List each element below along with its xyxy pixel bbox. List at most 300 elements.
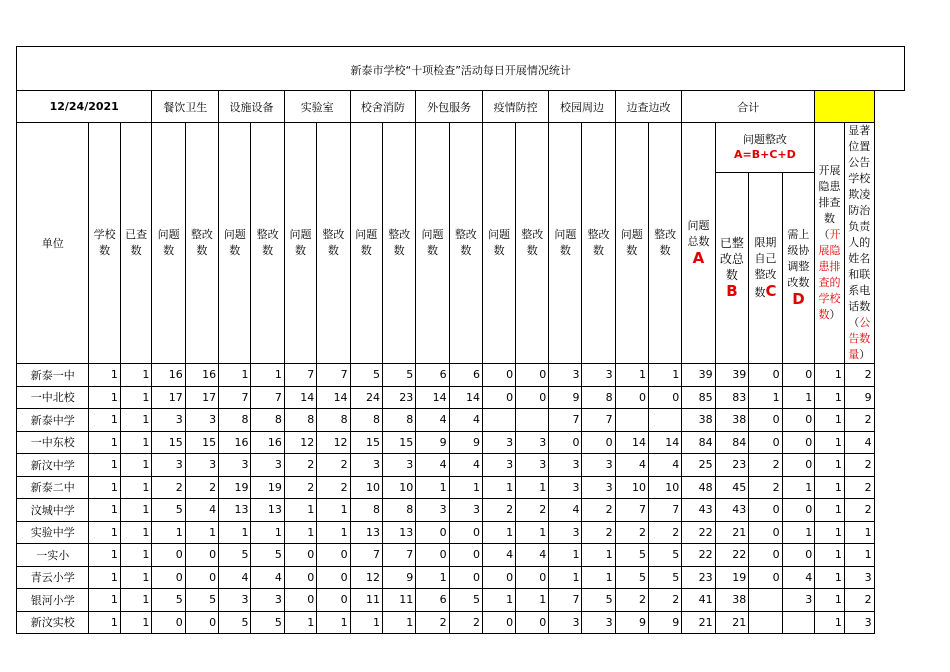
- value-cell: 4: [251, 566, 284, 589]
- value-cell: 1: [89, 566, 120, 589]
- value-cell: 16: [251, 431, 284, 454]
- value-cell: 13: [382, 521, 415, 544]
- value-cell: 39: [715, 364, 749, 387]
- value-cell: 0: [749, 566, 782, 589]
- value-cell: 11: [382, 589, 415, 612]
- value-cell: 1: [120, 386, 151, 409]
- value-cell: 14: [416, 386, 449, 409]
- table-row: [17, 499, 950, 522]
- value-cell: 1: [549, 544, 582, 567]
- value-cell: 8: [350, 499, 382, 522]
- problems-header: 问题数: [284, 123, 316, 364]
- value-cell: 3: [482, 454, 515, 477]
- rectified-total-text: 已整改总数: [719, 236, 744, 283]
- value-cell: 1: [815, 364, 845, 387]
- value-cell: 4: [549, 499, 582, 522]
- value-cell: 10: [615, 476, 648, 499]
- value-cell: 15: [185, 431, 218, 454]
- value-cell: 3: [782, 589, 815, 612]
- value-cell: 1: [317, 611, 350, 634]
- value-cell: 2: [185, 476, 218, 499]
- rectified-header: 整改数: [185, 123, 218, 364]
- value-cell: 1: [350, 611, 382, 634]
- value-cell: 1: [482, 476, 515, 499]
- value-cell: 5: [152, 589, 185, 612]
- unit-header: 单位: [17, 123, 89, 364]
- value-cell: 14: [317, 386, 350, 409]
- value-cell: 4: [416, 409, 449, 432]
- value-cell: 2: [844, 499, 874, 522]
- value-cell: 10: [382, 476, 415, 499]
- value-cell: 2: [482, 499, 515, 522]
- table-row: [17, 386, 950, 409]
- value-cell: [516, 409, 549, 432]
- value-cell: 5: [582, 589, 615, 612]
- value-cell: 1: [120, 499, 151, 522]
- value-cell: 45: [715, 476, 749, 499]
- sheet-title: 新泰市学校“十项检查”活动每日开展情况统计: [17, 47, 905, 91]
- value-cell: 8: [382, 409, 415, 432]
- unit-name-cell: 一实小: [17, 544, 89, 567]
- value-cell: 1: [185, 521, 218, 544]
- value-cell: 3: [844, 611, 874, 634]
- value-cell: 3: [549, 611, 582, 634]
- unit-name-cell: 新汶实校: [17, 611, 89, 634]
- category-header: 校园周边: [549, 91, 615, 123]
- public-notice-text: 显著位置公告学校欺凌防治负责人的姓名和联系电话数: [848, 124, 871, 313]
- value-cell: [749, 589, 782, 612]
- value-cell: 2: [844, 454, 874, 477]
- letter-a: A: [692, 249, 705, 267]
- value-cell: 16: [185, 364, 218, 387]
- value-cell: 1: [89, 611, 120, 634]
- value-cell: 1: [89, 431, 120, 454]
- value-cell: 6: [416, 364, 449, 387]
- value-cell: 5: [382, 364, 415, 387]
- value-cell: 3: [482, 431, 515, 454]
- table-row: [17, 589, 950, 612]
- value-cell: 1: [284, 499, 316, 522]
- value-cell: 38: [715, 589, 749, 612]
- value-cell: 1: [89, 521, 120, 544]
- value-cell: 5: [648, 566, 681, 589]
- value-cell: 38: [715, 409, 749, 432]
- value-cell: 2: [516, 499, 549, 522]
- value-cell: 0: [749, 544, 782, 567]
- value-cell: 23: [382, 386, 415, 409]
- value-cell: 3: [219, 589, 251, 612]
- value-cell: 14: [284, 386, 316, 409]
- value-cell: 7: [549, 589, 582, 612]
- value-cell: 0: [449, 544, 482, 567]
- value-cell: 1: [89, 499, 120, 522]
- value-cell: 1: [815, 431, 845, 454]
- value-cell: 1: [416, 566, 449, 589]
- value-cell: 1: [815, 409, 845, 432]
- value-cell: 1: [89, 589, 120, 612]
- value-cell: 1: [219, 364, 251, 387]
- schools-header: 学校数: [89, 123, 120, 364]
- category-header: 设施设备: [219, 91, 285, 123]
- value-cell: 1: [120, 476, 151, 499]
- value-cell: 0: [449, 521, 482, 544]
- value-cell: 10: [648, 476, 681, 499]
- value-cell: 3: [844, 566, 874, 589]
- value-cell: 16: [152, 364, 185, 387]
- unit-name-cell: 一中北校: [17, 386, 89, 409]
- value-cell: 0: [782, 431, 815, 454]
- value-cell: 5: [251, 611, 284, 634]
- rectified-header: 整改数: [317, 123, 350, 364]
- value-cell: 4: [449, 409, 482, 432]
- value-cell: 8: [350, 409, 382, 432]
- category-header: 实验室: [284, 91, 350, 123]
- checked-header: 已查数: [120, 123, 151, 364]
- value-cell: 0: [749, 499, 782, 522]
- value-cell: 3: [382, 454, 415, 477]
- value-cell: 1: [251, 364, 284, 387]
- value-cell: 9: [844, 386, 874, 409]
- value-cell: 3: [549, 521, 582, 544]
- value-cell: 1: [648, 364, 681, 387]
- value-cell: 19: [219, 476, 251, 499]
- value-cell: 5: [219, 611, 251, 634]
- value-cell: 1: [815, 589, 845, 612]
- value-cell: 1: [89, 454, 120, 477]
- value-cell: 9: [648, 611, 681, 634]
- value-cell: 3: [582, 611, 615, 634]
- value-cell: 2: [317, 454, 350, 477]
- value-cell: [749, 611, 782, 634]
- value-cell: 83: [715, 386, 749, 409]
- problems-header: 问题数: [549, 123, 582, 364]
- unit-name-cell: 实验中学: [17, 521, 89, 544]
- unit-name-cell: 新泰一中: [17, 364, 89, 387]
- value-cell: 43: [682, 499, 715, 522]
- value-cell: 0: [516, 566, 549, 589]
- value-cell: 3: [549, 364, 582, 387]
- value-cell: 39: [682, 364, 715, 387]
- value-cell: 13: [350, 521, 382, 544]
- value-cell: 17: [185, 386, 218, 409]
- value-cell: 3: [152, 409, 185, 432]
- letter-c: C: [765, 281, 777, 300]
- total-problems-text: 问题总数: [687, 219, 710, 248]
- value-cell: 43: [715, 499, 749, 522]
- hidden-check-note: 开展隐患排查的学校数: [818, 228, 841, 321]
- value-cell: 9: [382, 566, 415, 589]
- value-cell: 2: [749, 476, 782, 499]
- value-cell: 1: [382, 611, 415, 634]
- value-cell: 3: [549, 476, 582, 499]
- value-cell: 8: [382, 499, 415, 522]
- value-cell: 13: [219, 499, 251, 522]
- value-cell: [782, 611, 815, 634]
- value-cell: 1: [120, 611, 151, 634]
- value-cell: 1: [251, 521, 284, 544]
- category-header: 餐饮卫生: [152, 91, 219, 123]
- value-cell: [648, 409, 681, 432]
- paren-open: （: [848, 316, 860, 329]
- value-cell: 7: [549, 409, 582, 432]
- value-cell: 0: [782, 544, 815, 567]
- value-cell: 4: [219, 566, 251, 589]
- category-header: 校舍消防: [350, 91, 416, 123]
- unit-name-cell: 新泰中学: [17, 409, 89, 432]
- value-cell: 4: [516, 544, 549, 567]
- value-cell: 0: [749, 521, 782, 544]
- value-cell: 0: [749, 431, 782, 454]
- value-cell: 21: [715, 521, 749, 544]
- statistics-table: [16, 46, 950, 634]
- value-cell: 0: [185, 544, 218, 567]
- value-cell: 4: [185, 499, 218, 522]
- problems-header: 问题数: [482, 123, 515, 364]
- value-cell: 48: [682, 476, 715, 499]
- value-cell: 1: [815, 386, 845, 409]
- value-cell: 3: [251, 454, 284, 477]
- value-cell: 10: [350, 476, 382, 499]
- value-cell: 4: [782, 566, 815, 589]
- value-cell: 3: [185, 409, 218, 432]
- value-cell: 2: [749, 454, 782, 477]
- value-cell: 16: [219, 431, 251, 454]
- value-cell: 1: [317, 499, 350, 522]
- value-cell: 5: [152, 499, 185, 522]
- paren-close: ）: [859, 348, 871, 361]
- value-cell: 1: [782, 476, 815, 499]
- value-cell: 1: [89, 386, 120, 409]
- value-cell: 1: [482, 589, 515, 612]
- unit-name-cell: 青云小学: [17, 566, 89, 589]
- table-row: [17, 521, 950, 544]
- value-cell: 7: [284, 364, 316, 387]
- value-cell: 23: [682, 566, 715, 589]
- value-cell: 0: [416, 544, 449, 567]
- value-cell: 3: [516, 431, 549, 454]
- problems-header: 问题数: [152, 123, 185, 364]
- value-cell: 2: [582, 521, 615, 544]
- value-cell: 15: [350, 431, 382, 454]
- value-cell: 2: [416, 611, 449, 634]
- value-cell: 2: [615, 521, 648, 544]
- rectification-label: 问题整改: [742, 133, 787, 147]
- value-cell: 84: [682, 431, 715, 454]
- table-row: [17, 566, 950, 589]
- rectification-group-header: [715, 123, 815, 173]
- value-cell: 8: [284, 409, 316, 432]
- value-cell: 1: [749, 386, 782, 409]
- value-cell: 1: [89, 409, 120, 432]
- value-cell: 14: [615, 431, 648, 454]
- value-cell: 0: [749, 364, 782, 387]
- value-cell: 5: [615, 544, 648, 567]
- public-notice-header: [844, 123, 874, 364]
- value-cell: 1: [120, 409, 151, 432]
- value-cell: 7: [382, 544, 415, 567]
- value-cell: 8: [219, 409, 251, 432]
- rectified-header: 整改数: [582, 123, 615, 364]
- value-cell: 0: [648, 386, 681, 409]
- value-cell: 1: [844, 544, 874, 567]
- value-cell: 7: [317, 364, 350, 387]
- coord-fix-header: [782, 172, 815, 363]
- rectification-formula: A=B+C+D: [734, 148, 796, 162]
- value-cell: 19: [251, 476, 284, 499]
- value-cell: 8: [317, 409, 350, 432]
- value-cell: 1: [482, 521, 515, 544]
- value-cell: 3: [152, 454, 185, 477]
- value-cell: 0: [549, 431, 582, 454]
- value-cell: 5: [449, 589, 482, 612]
- value-cell: 1: [89, 476, 120, 499]
- value-cell: 1: [815, 454, 845, 477]
- value-cell: 0: [317, 544, 350, 567]
- value-cell: 0: [185, 566, 218, 589]
- value-cell: 22: [682, 544, 715, 567]
- value-cell: 1: [120, 589, 151, 612]
- value-cell: 2: [844, 364, 874, 387]
- value-cell: 5: [615, 566, 648, 589]
- value-cell: 15: [152, 431, 185, 454]
- value-cell: 1: [120, 364, 151, 387]
- table-row: [17, 431, 950, 454]
- value-cell: 4: [482, 544, 515, 567]
- value-cell: 0: [482, 364, 515, 387]
- value-cell: 1: [120, 521, 151, 544]
- value-cell: 3: [582, 364, 615, 387]
- value-cell: 0: [317, 566, 350, 589]
- value-cell: 0: [782, 364, 815, 387]
- value-cell: 1: [844, 521, 874, 544]
- value-cell: 12: [350, 566, 382, 589]
- value-cell: 1: [782, 386, 815, 409]
- value-cell: 1: [152, 521, 185, 544]
- value-cell: 22: [682, 521, 715, 544]
- value-cell: 7: [350, 544, 382, 567]
- value-cell: 22: [715, 544, 749, 567]
- value-cell: 2: [844, 409, 874, 432]
- value-cell: 19: [715, 566, 749, 589]
- value-cell: 1: [120, 431, 151, 454]
- value-cell: 0: [482, 566, 515, 589]
- value-cell: 3: [350, 454, 382, 477]
- value-cell: 3: [582, 454, 615, 477]
- value-cell: 4: [449, 454, 482, 477]
- value-cell: 21: [682, 611, 715, 634]
- value-cell: 14: [648, 431, 681, 454]
- unit-name-cell: 银河小学: [17, 589, 89, 612]
- value-cell: 0: [782, 409, 815, 432]
- value-cell: 0: [317, 589, 350, 612]
- letter-d: D: [792, 289, 805, 308]
- paren-open: （: [818, 228, 830, 241]
- value-cell: 0: [416, 521, 449, 544]
- table-row: [17, 409, 950, 432]
- value-cell: 1: [416, 476, 449, 499]
- value-cell: 3: [516, 454, 549, 477]
- value-cell: 2: [449, 611, 482, 634]
- value-cell: 2: [582, 499, 615, 522]
- value-cell: 0: [782, 454, 815, 477]
- value-cell: 0: [516, 611, 549, 634]
- value-cell: 0: [152, 566, 185, 589]
- value-cell: 0: [615, 386, 648, 409]
- problems-header: 问题数: [219, 123, 251, 364]
- value-cell: 5: [350, 364, 382, 387]
- table-row: [17, 544, 950, 567]
- value-cell: 1: [120, 544, 151, 567]
- value-cell: 1: [219, 521, 251, 544]
- value-cell: 9: [615, 611, 648, 634]
- rectified-header: 整改数: [449, 123, 482, 364]
- value-cell: 2: [615, 589, 648, 612]
- value-cell: [482, 409, 515, 432]
- value-cell: 1: [120, 454, 151, 477]
- value-cell: 15: [382, 431, 415, 454]
- value-cell: 0: [482, 611, 515, 634]
- value-cell: 12: [317, 431, 350, 454]
- value-cell: 1: [815, 476, 845, 499]
- value-cell: 2: [844, 589, 874, 612]
- table-row: [17, 476, 950, 499]
- value-cell: 0: [782, 499, 815, 522]
- value-cell: 38: [682, 409, 715, 432]
- value-cell: 1: [284, 521, 316, 544]
- value-cell: 6: [416, 589, 449, 612]
- value-cell: 7: [582, 409, 615, 432]
- hidden-check-text: 开展隐患排查数: [818, 164, 841, 225]
- problems-header: 问题数: [350, 123, 382, 364]
- unit-name-cell: 汶城中学: [17, 499, 89, 522]
- value-cell: 4: [416, 454, 449, 477]
- value-cell: 1: [449, 476, 482, 499]
- value-cell: 0: [582, 431, 615, 454]
- letter-b: B: [726, 282, 738, 301]
- value-cell: 3: [219, 454, 251, 477]
- value-cell: 1: [89, 544, 120, 567]
- value-cell: 1: [582, 566, 615, 589]
- value-cell: 3: [582, 476, 615, 499]
- value-cell: 6: [449, 364, 482, 387]
- value-cell: 2: [284, 476, 316, 499]
- value-cell: 1: [89, 364, 120, 387]
- value-cell: 1: [549, 566, 582, 589]
- value-cell: 9: [449, 431, 482, 454]
- value-cell: 1: [815, 544, 845, 567]
- value-cell: 0: [284, 589, 316, 612]
- value-cell: 1: [615, 364, 648, 387]
- value-cell: 7: [615, 499, 648, 522]
- value-cell: 13: [251, 499, 284, 522]
- value-cell: 2: [152, 476, 185, 499]
- value-cell: 5: [251, 544, 284, 567]
- public-notice-note: 公告数量: [848, 316, 871, 361]
- value-cell: 14: [449, 386, 482, 409]
- value-cell: 0: [152, 544, 185, 567]
- value-cell: 7: [219, 386, 251, 409]
- table-row: [17, 364, 950, 387]
- value-cell: 8: [582, 386, 615, 409]
- value-cell: 3: [549, 454, 582, 477]
- unit-name-cell: 新泰二中: [17, 476, 89, 499]
- value-cell: 9: [549, 386, 582, 409]
- value-cell: 0: [284, 566, 316, 589]
- value-cell: 11: [350, 589, 382, 612]
- value-cell: 1: [284, 611, 316, 634]
- rectified-header: 整改数: [516, 123, 549, 364]
- value-cell: 2: [648, 589, 681, 612]
